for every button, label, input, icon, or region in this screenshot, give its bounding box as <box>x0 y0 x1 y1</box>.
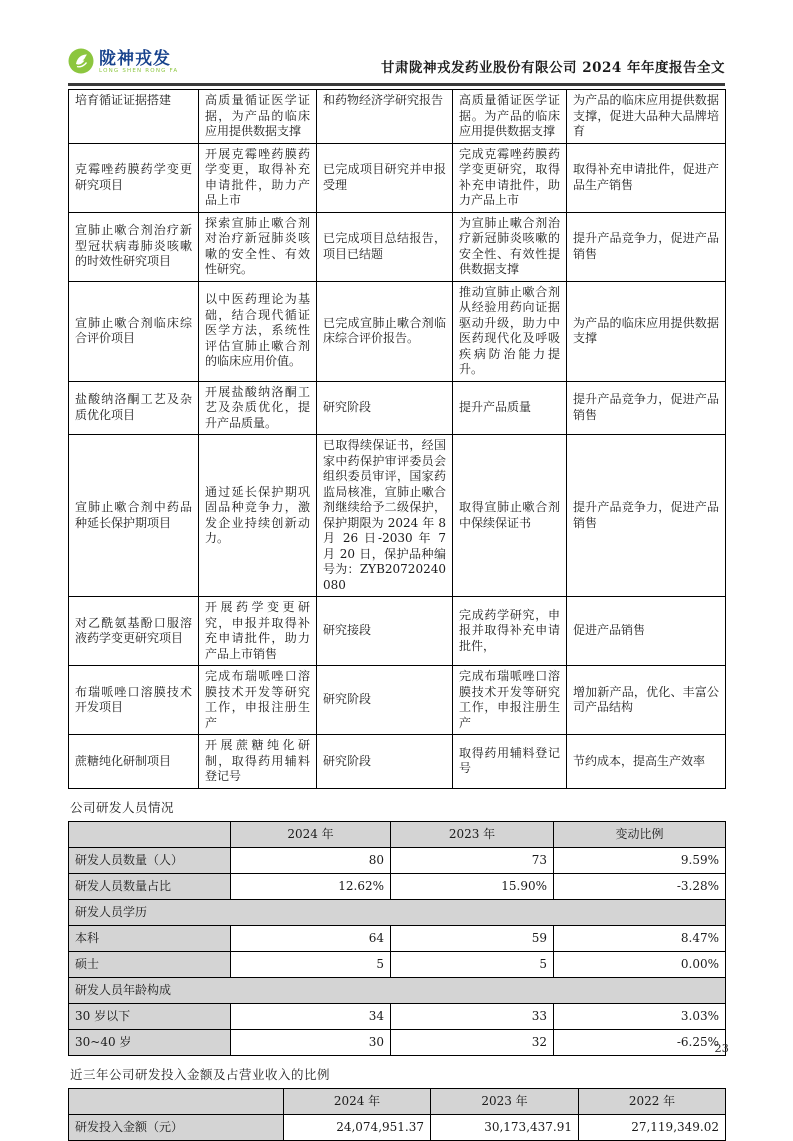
col-2024: 2024 年 <box>231 821 391 847</box>
logo-cn-text: 陇神戎发 <box>99 49 171 69</box>
project-impact: 促进产品销售 <box>567 597 726 666</box>
company-logo <box>68 48 178 78</box>
page-number: 23 <box>714 1041 729 1055</box>
project-purpose: 高质量循证医学证据，为产品的临床应用提供数据支撑 <box>199 90 317 144</box>
project-purpose: 开展蔗糖纯化研制，取得药用辅料登记号 <box>199 735 317 789</box>
table-row <box>69 435 726 597</box>
project-progress: 研究接段 <box>317 597 453 666</box>
table-row <box>69 666 726 735</box>
col-2023: 2023 年 <box>391 821 554 847</box>
blank-header-cell <box>69 1088 284 1114</box>
personnel-section-title: 公司研发人员情况 <box>70 799 175 815</box>
value-2024: 80 <box>231 847 391 873</box>
table-row <box>69 212 726 281</box>
value-2023: 73 <box>391 847 554 873</box>
value-2022: 27,119,349.02 <box>579 1114 726 1140</box>
row-label: 研发人员数量（人） <box>69 847 231 873</box>
project-name: 盐酸纳洛酮工艺及杂质优化项目 <box>69 381 199 435</box>
project-name: 宣肺止嗽合剂治疗新型冠状病毒肺炎咳嗽的时效性研究项目 <box>69 212 199 281</box>
value-change: 0.00% <box>554 951 726 977</box>
row-label: 30 岁以下 <box>69 1003 231 1029</box>
table-row <box>69 1114 726 1140</box>
row-label: 研发投入金额（元） <box>69 1114 284 1140</box>
project-progress: 研究阶段 <box>317 735 453 789</box>
table-row <box>69 735 726 789</box>
project-goal: 提升产品质量 <box>453 381 567 435</box>
project-goal: 完成克霉唑药膜药学变更研究，取得补充申请批件，助力产品上市 <box>453 143 567 212</box>
project-purpose: 以中医药理论为基础，结合现代循证医学方法，系统性评估宣肺止嗽合剂的临床应用价值。 <box>199 281 317 381</box>
project-purpose: 探索宣肺止嗽合剂对治疗新冠肺炎咳嗽的安全性、有效性研究。 <box>199 212 317 281</box>
value-2023: 15.90% <box>391 873 554 899</box>
table-row <box>69 143 726 212</box>
blank-header-cell <box>69 821 231 847</box>
table-row <box>69 1029 726 1055</box>
table-row <box>69 281 726 381</box>
project-goal: 高质量循证医学证据。为产品的临床应用提供数据支撑 <box>453 90 567 144</box>
logo-leaf-icon <box>68 48 94 78</box>
value-2024: 5 <box>231 951 391 977</box>
value-2023: 33 <box>391 1003 554 1029</box>
logo-en-text: LONG SHEN RONG FA <box>99 68 179 74</box>
project-impact: 节约成本，提高生产效率 <box>567 735 726 789</box>
project-goal: 完成布瑞哌唑口溶膜技术开发等研究工作，申报注册生产 <box>453 666 567 735</box>
value-2024: 34 <box>231 1003 391 1029</box>
project-name: 蔗糖纯化研制项目 <box>69 735 199 789</box>
project-impact: 提升产品竞争力，促进产品销售 <box>567 212 726 281</box>
project-impact: 为产品的临床应用提供数据支撑 <box>567 281 726 381</box>
project-impact: 增加新产品，优化、丰富公司产品结构 <box>567 666 726 735</box>
project-progress: 已完成宣肺止嗽合剂临床综合评价报告。 <box>317 281 453 381</box>
project-goal: 取得宣肺止嗽合剂中保续保证书 <box>453 435 567 597</box>
value-change: -6.25% <box>554 1029 726 1055</box>
rd-personnel-table <box>68 821 726 1056</box>
project-goal: 推动宣肺止嗽合剂从经验用药向证据驱动升级，助力中医药现代化及呼吸疾病防治能力提升。 <box>453 281 567 381</box>
report-title: 甘肃陇神戎发药业股份有限公司 2024 年年度报告全文 <box>381 60 725 76</box>
project-goal: 完成药学研究，申报并取得补充申请批件， <box>453 597 567 666</box>
value-2024: 12.62% <box>231 873 391 899</box>
table-row <box>69 90 726 144</box>
project-name: 宣肺止嗽合剂中药品种延长保护期项目 <box>69 435 199 597</box>
project-progress: 已取得续保证书，经国家中药保护审评委员会组织委员审评，国家药监局核准，宣肺止嗽合剂继续给予二级保护，保护期限为 2024 年 8 月 26 日-2030 年 7 月 20 日，保护品种编号为：ZYB20720240080 <box>317 435 453 597</box>
project-impact: 提升产品竞争力，促进产品销售 <box>567 435 726 597</box>
col-2023: 2023 年 <box>431 1088 579 1114</box>
table-row <box>69 597 726 666</box>
table-row <box>69 925 726 951</box>
project-name: 克霉唑药膜药学变更研究项目 <box>69 143 199 212</box>
col-2022: 2022 年 <box>579 1088 726 1114</box>
col-change: 变动比例 <box>554 821 726 847</box>
row-label: 30~40 岁 <box>69 1029 231 1055</box>
value-change: 9.59% <box>554 847 726 873</box>
project-purpose: 通过延长保护期巩固品种竞争力，激发企业持续创新动力。 <box>199 435 317 597</box>
table-section-row <box>69 899 726 925</box>
table-row <box>69 873 726 899</box>
project-purpose: 开展克霉唑药膜药学变更，取得补充申请批件，助力产品上市 <box>199 143 317 212</box>
project-progress: 已完成项目总结报告，项目已结题 <box>317 212 453 281</box>
section-row-label: 研发人员年龄构成 <box>69 977 726 1003</box>
project-goal: 取得药用辅料登记号 <box>453 735 567 789</box>
value-2024: 30 <box>231 1029 391 1055</box>
value-2023: 32 <box>391 1029 554 1055</box>
project-purpose: 完成布瑞哌唑口溶膜技术开发等研究工作，申报注册生产 <box>199 666 317 735</box>
value-2023: 30,173,437.91 <box>431 1114 579 1140</box>
project-name: 布瑞哌唑口溶膜技术开发项目 <box>69 666 199 735</box>
value-2023: 5 <box>391 951 554 977</box>
project-name: 培育循证证据搭建 <box>69 90 199 144</box>
project-name: 对乙酰氨基酚口服溶液药学变更研究项目 <box>69 597 199 666</box>
table-header-row <box>69 1088 726 1114</box>
value-change: 3.03% <box>554 1003 726 1029</box>
rd-projects-table <box>68 89 726 789</box>
value-2024: 64 <box>231 925 391 951</box>
row-label: 研发人员数量占比 <box>69 873 231 899</box>
table-row <box>69 381 726 435</box>
section-row-label: 研发人员学历 <box>69 899 726 925</box>
rd-investment-table <box>68 1088 726 1141</box>
value-2023: 59 <box>391 925 554 951</box>
project-impact: 取得补充申请批件，促进产品生产销售 <box>567 143 726 212</box>
value-change: -3.28% <box>554 873 726 899</box>
table-row <box>69 847 726 873</box>
row-label: 硕士 <box>69 951 231 977</box>
project-impact: 为产品的临床应用提供数据支撑，促进大品种大品牌培育 <box>567 90 726 144</box>
investment-section-title: 近三年公司研发投入金额及占营业收入的比例 <box>70 1066 331 1082</box>
table-header-row <box>69 821 726 847</box>
col-2024: 2024 年 <box>284 1088 431 1114</box>
table-row <box>69 951 726 977</box>
project-progress: 和药物经济学研究报告 <box>317 90 453 144</box>
table-section-row <box>69 977 726 1003</box>
project-purpose: 开展盐酸纳洛酮工艺及杂质优化，提升产品质量。 <box>199 381 317 435</box>
table-row <box>69 1003 726 1029</box>
project-impact: 提升产品竞争力，促进产品销售 <box>567 381 726 435</box>
project-progress: 研究阶段 <box>317 381 453 435</box>
value-2024: 24,074,951.37 <box>284 1114 431 1140</box>
project-goal: 为宣肺止嗽合剂治疗新冠肺炎咳嗽的安全性、有效性提供数据支撑 <box>453 212 567 281</box>
row-label: 本科 <box>69 925 231 951</box>
project-progress: 研究阶段 <box>317 666 453 735</box>
value-change: 8.47% <box>554 925 726 951</box>
project-purpose: 开展药学变更研究，申报并取得补充申请批件，助力产品上市销售 <box>199 597 317 666</box>
project-progress: 已完成项目研究并申报受理 <box>317 143 453 212</box>
header-divider <box>68 83 725 86</box>
page-header <box>68 48 725 78</box>
project-name: 宣肺止嗽合剂临床综合评价项目 <box>69 281 199 381</box>
